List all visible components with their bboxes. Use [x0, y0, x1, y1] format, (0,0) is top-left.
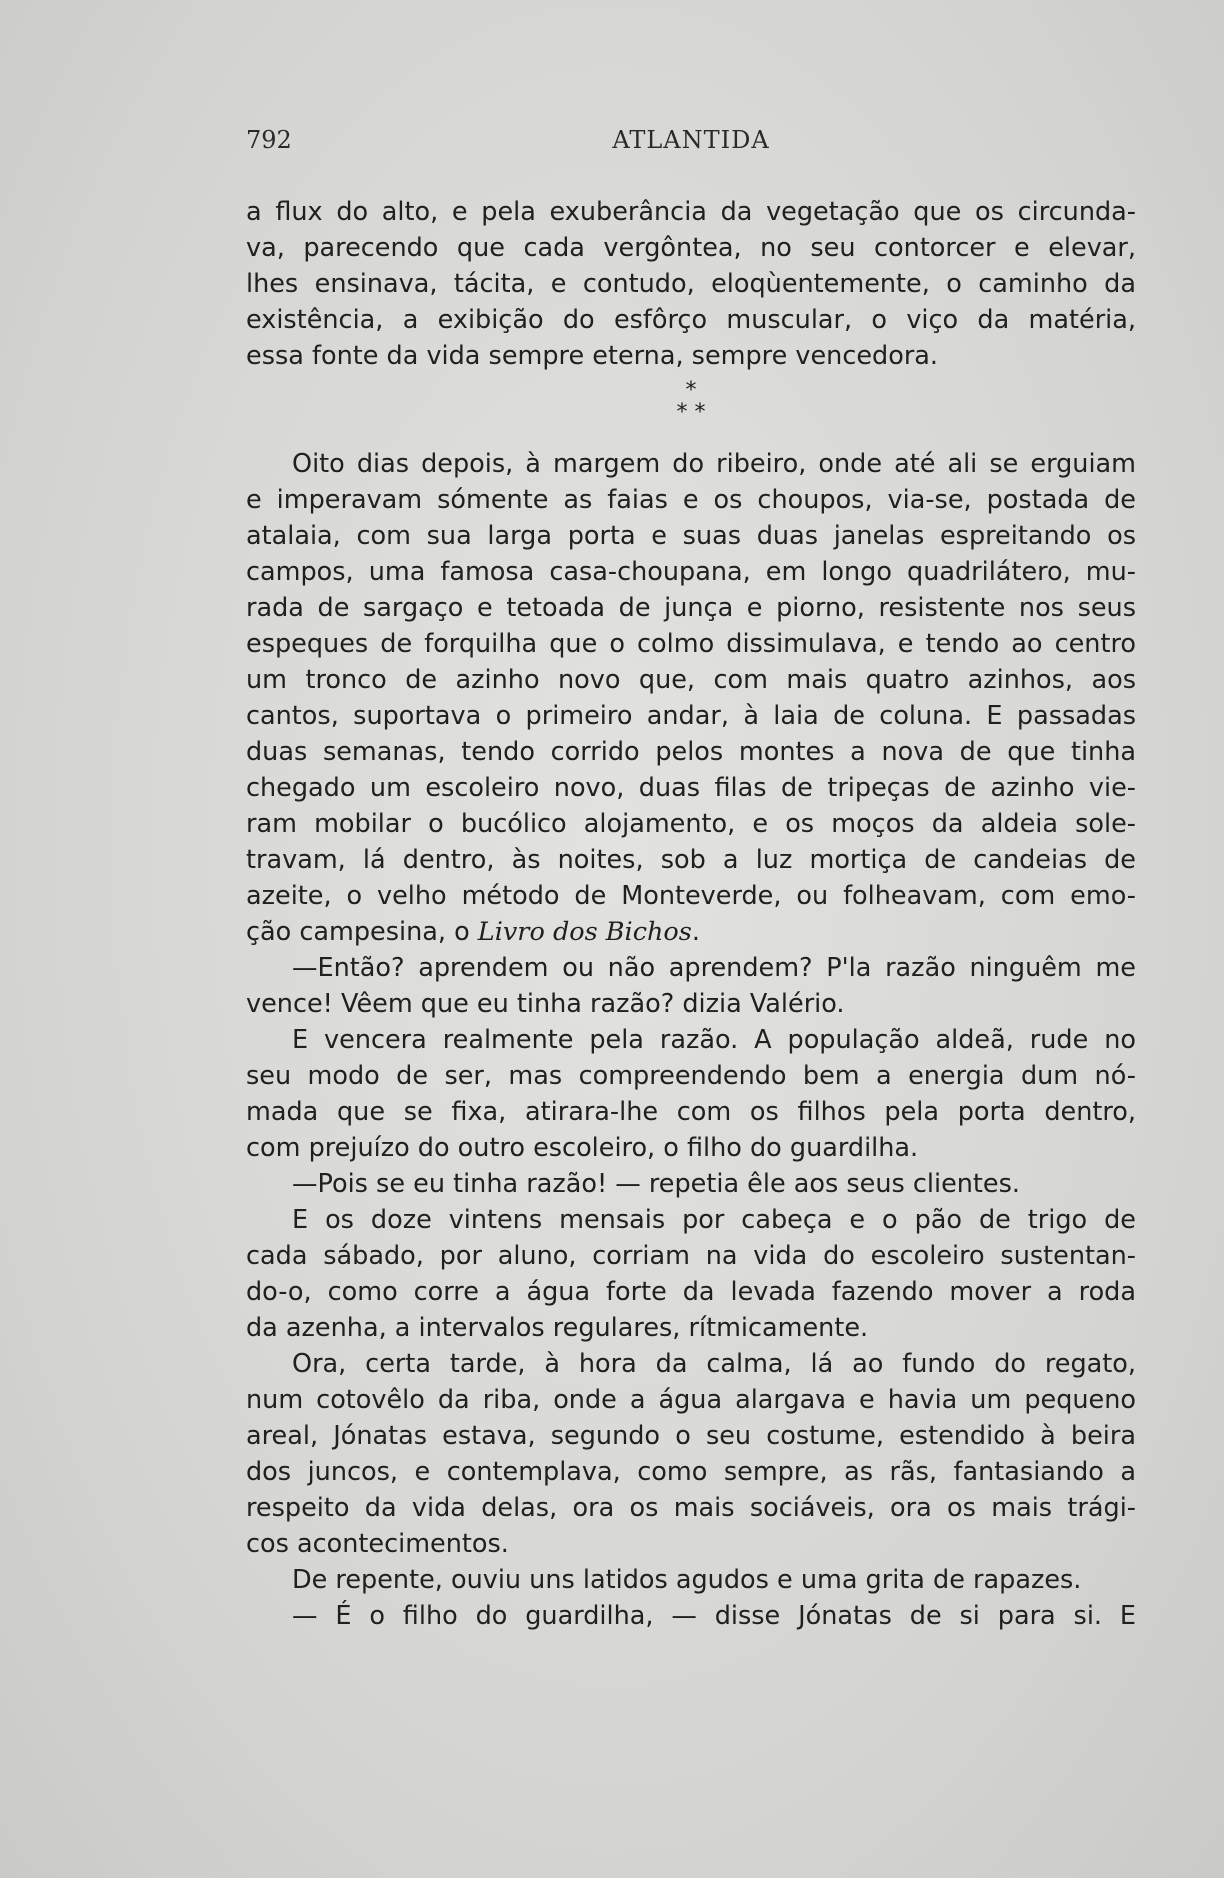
text-line: E vencera realmente pela razão. A população aldeã, rude no [292, 1025, 1136, 1055]
text-line: essa fonte da vida sempre eterna, sempre vencedora. [246, 341, 939, 371]
text-line: seu modo de ser, mas compreendendo bem a energia dum nó- [246, 1061, 1136, 1091]
text-line: areal, Jónatas estava, segundo o seu costume, estendido à beira [246, 1421, 1136, 1451]
text-line [246, 914, 1136, 950]
paragraph [246, 1346, 1136, 1562]
text-line: duas semanas, tendo corrido pelos montes a nova de que tinha [246, 737, 1136, 767]
separator-top: * [685, 378, 697, 403]
book-title: Livro dos Bichos [477, 917, 692, 947]
text-line: do-o, como corre a água forte da levada fazendo mover a roda [246, 1277, 1136, 1307]
text-line: um tronco de azinho novo que, com mais quatro azinhos, aos [246, 665, 1136, 695]
text-line: azeite, o velho método de Monteverde, ou folheavam, com emo- [246, 881, 1136, 911]
body-text [246, 194, 1136, 1634]
text-line: mada que se fixa, atirara-lhe com os filhos pela porta dentro, [246, 1097, 1136, 1127]
text-line: lhes ensinava, tácita, e contudo, eloqùentemente, o caminho da [246, 269, 1136, 299]
separator-bottom: * * [676, 400, 706, 425]
text-line: ram mobilar o bucólico alojamento, e os moços da aldeia sole- [246, 809, 1136, 839]
text-line: e imperavam sómente as faias e os choupos, via-se, postada de [246, 485, 1136, 515]
text-line: da azenha, a intervalos regulares, rítmicamente. [246, 1313, 869, 1343]
text-line: —Então? aprendem ou não aprendem? P'la razão ninguêm me [292, 953, 1136, 983]
text-line: chegado um escoleiro novo, duas filas de tripeças de azinho vie- [246, 773, 1136, 803]
paragraph [246, 1202, 1136, 1346]
text-line: campos, uma famosa casa-choupana, em longo quadrilátero, mu- [246, 557, 1136, 587]
text-line: va, parecendo que cada vergôntea, no seu contorcer e elevar, [246, 233, 1136, 263]
text-line: existência, a exibição do esfôrço muscular, o viço da matéria, [246, 305, 1136, 335]
text-line: num cotovêlo da riba, onde a água alargava e havia um pequeno [246, 1385, 1136, 1415]
text-line: dos juncos, e contemplava, como sempre, as rãs, fantasiando a [246, 1457, 1136, 1487]
paragraph [246, 1166, 1136, 1202]
text-line: a flux do alto, e pela exuberância da vegetação que os circunda- [246, 197, 1136, 227]
paragraph [246, 1562, 1136, 1598]
text-line: travam, lá dentro, às noites, sob a luz mortiça de candeias de [246, 845, 1136, 875]
paragraph [246, 446, 1136, 950]
text-line: respeito da vida delas, ora os mais sociáveis, ora os mais trági- [246, 1493, 1136, 1523]
section-separator [246, 374, 1136, 446]
text-line: vence! Vêem que eu tinha razão? dizia Valério. [246, 989, 845, 1019]
text-line: cada sábado, por aluno, corriam na vida do escoleiro sustentan- [246, 1241, 1136, 1271]
text-line: rada de sargaço e tetoada de junça e piorno, resistente nos seus [246, 593, 1136, 623]
text-line: —Pois se eu tinha razão! — repetia êle aos seus clientes. [292, 1169, 1021, 1199]
paragraph [246, 1022, 1136, 1166]
text-line: atalaia, com sua larga porta e suas duas janelas espreitando os [246, 521, 1136, 551]
text-line: Ora, certa tarde, à hora da calma, lá ao fundo do regato, [292, 1349, 1136, 1379]
page-header [246, 126, 1136, 160]
text-fragment: ção campesina, o [246, 917, 478, 947]
text-line: Oito dias depois, à margem do ribeiro, onde até ali se erguiam [292, 449, 1136, 479]
running-title: ATLANTIDA [612, 126, 770, 154]
paragraph [246, 1598, 1136, 1634]
page-number: 792 [246, 126, 292, 154]
paragraph [246, 950, 1136, 1022]
text-line: — É o filho do guardilha, — disse Jónatas de si para si. E [292, 1601, 1136, 1631]
text-line: com prejuízo do outro escoleiro, o filho do guardilha. [246, 1133, 919, 1163]
text-line: De repente, ouviu uns latidos agudos e uma grita de rapazes. [292, 1565, 1082, 1595]
paragraph [246, 194, 1136, 374]
text-fragment: . [691, 917, 700, 947]
text-line: cantos, suportava o primeiro andar, à laia de coluna. E passadas [246, 701, 1136, 731]
text-line: cos acontecimentos. [246, 1529, 509, 1559]
text-line: E os doze vintens mensais por cabeça e o pão de trigo de [292, 1205, 1136, 1235]
text-line: espeques de forquilha que o colmo dissimulava, e tendo ao centro [246, 629, 1136, 659]
